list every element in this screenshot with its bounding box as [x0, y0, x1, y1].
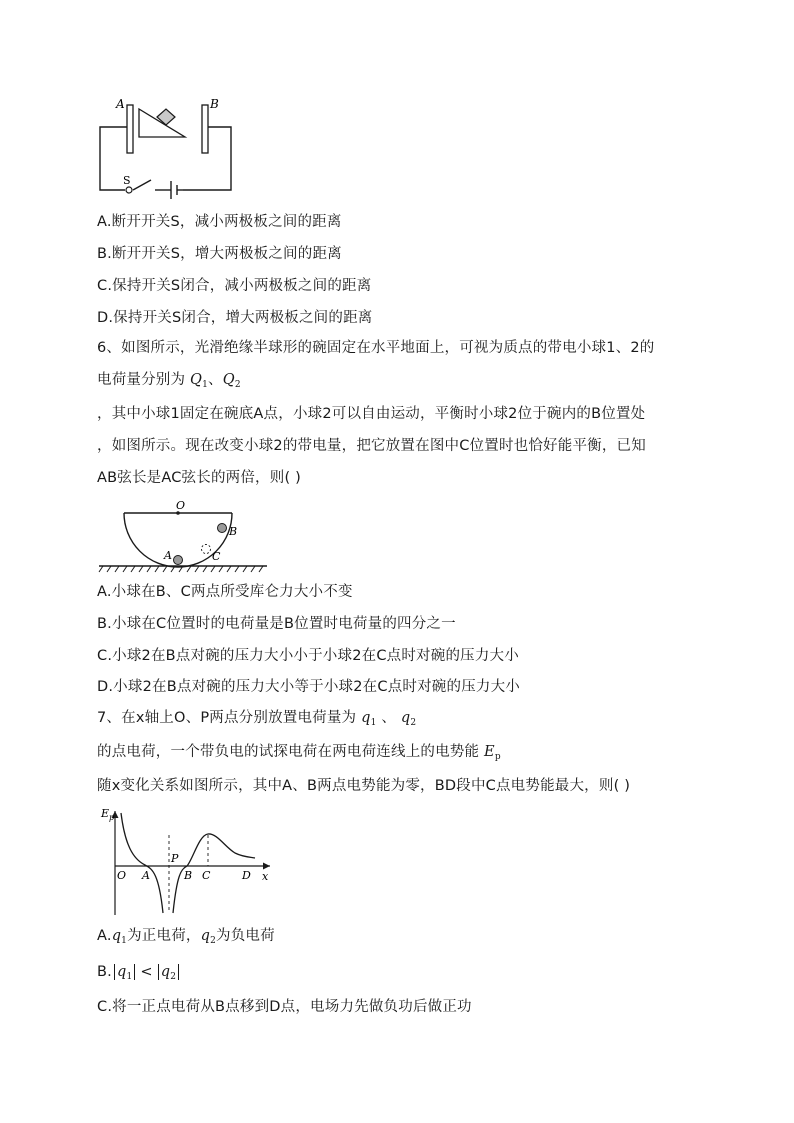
q6-q1-symbol: Q [190, 372, 203, 388]
capacitor-circuit-figure [95, 95, 240, 200]
ball-c-dashed [202, 545, 211, 554]
q6-q1-sub: 1 [202, 380, 209, 390]
y-label-e: E [101, 807, 110, 820]
q7-ep-e: E [484, 744, 495, 760]
q7-option-a-q1 [112, 928, 127, 944]
plate-a [127, 105, 133, 153]
y-axis-label [100, 807, 114, 822]
plate-b [202, 105, 208, 153]
label-a: A [164, 549, 172, 562]
label-o: O [117, 869, 127, 882]
q7-option-a-suffix: 为负电荷 [216, 928, 275, 944]
ball-b [218, 524, 227, 533]
label-c: C [212, 550, 221, 563]
ball-a [174, 556, 183, 565]
q7-option-b-q2-sub: 2 [170, 972, 177, 982]
q6-line-5: AB弦长是AC弦长的两倍，则( ) [97, 470, 301, 486]
q7-line-1 [97, 708, 416, 733]
q6-line-1: 6、如图所示，光滑绝缘半球形的碗固定在水平地面上，可视为质点的带电小球1、2的 [97, 340, 655, 356]
label-o: O [176, 499, 186, 512]
y-label-sub: p [109, 813, 115, 822]
q6-q2-symbol: Q [222, 372, 235, 388]
q7-ep-symbol [484, 744, 501, 760]
q7-separator: 、 [381, 710, 397, 726]
q7-option-a-q1-symbol: q [111, 928, 122, 944]
q7-option-a-q2-symbol: q [200, 928, 211, 944]
bowl-figure [95, 497, 270, 575]
q7-ep-sub: p [494, 752, 501, 762]
q6-charge-q2 [223, 372, 241, 388]
x-axis-label: x [262, 870, 269, 883]
label-b: B [229, 525, 238, 538]
q7-option-b-q2-symbol: q [160, 964, 171, 980]
q7-q1-sub: 1 [370, 718, 377, 728]
q7-line-2 [97, 742, 501, 767]
q7-option-b-relation: < [140, 964, 153, 980]
q7-option-a-q1-sub: 1 [121, 936, 128, 946]
q6-option-b: B.小球在C位置时的电荷量是B位置时电荷量的四分之一 [97, 616, 456, 632]
q7-option-a-letter: A. [97, 928, 112, 944]
label-b: B [210, 97, 219, 111]
q5-option-d: D.保持开关S闭合，增大两极板之间的距离 [97, 310, 373, 326]
q7-option-a-q2-sub: 2 [210, 936, 217, 946]
q7-q2-sub: 2 [410, 718, 417, 728]
q6-charge-q1 [190, 372, 208, 388]
q7-option-b-abs-q2 [158, 964, 179, 980]
label-p: P [171, 852, 179, 865]
q7-option-b [97, 962, 181, 987]
q7-line-1-text: 7、在x轴上O、P两点分别放置电荷量为 [97, 710, 357, 726]
q7-option-b-abs-q1 [114, 964, 135, 980]
q6-line-2-text: 电荷量分别为 [97, 372, 186, 388]
q7-line-2-text: 的点电荷，一个带负电的试探电荷在两电荷连线上的电势能 [97, 744, 480, 760]
q6-option-a: A.小球在B、C两点所受库仑力大小不变 [97, 584, 353, 600]
q6-option-c: C.小球2在B点对碗的压力大小小于小球2在C点时对碗的压力大小 [97, 648, 519, 664]
q6-option-d: D.小球2在B点对碗的压力大小等于小球2在C点时对碗的压力大小 [97, 679, 520, 695]
q6-line-2 [97, 370, 241, 395]
q7-option-b-q1-sub: 1 [126, 972, 133, 982]
q5-option-c: C.保持开关S闭合，减小两极板之间的距离 [97, 278, 372, 294]
label-s: S [123, 174, 131, 187]
q5-option-a: A.断开开关S，减小两极板之间的距离 [97, 214, 342, 230]
q5-option-b: B.断开开关S，增大两极板之间的距离 [97, 246, 342, 262]
q7-line-3: 随x变化关系如图所示，其中A、B两点电势能为零，BD段中C点电势能最大，则( ) [97, 778, 631, 794]
q7-q1-symbol: q [361, 710, 371, 726]
ep-x-graph [95, 805, 280, 920]
q6-q2-sub: 2 [234, 380, 241, 390]
label-d: D [242, 869, 251, 882]
label-a: A [142, 869, 150, 882]
ep-curve-left [121, 813, 163, 913]
q7-option-b-letter: B. [97, 964, 112, 980]
q7-q2-symbol: q [400, 710, 411, 726]
q7-option-a-mid: 为正电荷， [127, 928, 201, 944]
label-a: A [116, 97, 125, 111]
q6-line-3: ，其中小球1固定在碗底A点，小球2可以自由运动，平衡时小球2位于碗内的B位置处 [97, 406, 646, 422]
q6-separator: 、 [208, 372, 223, 388]
q7-option-b-q1-symbol: q [116, 964, 127, 980]
q7-option-c: C.将一正点电荷从B点移到D点，电场力先做负功后做正功 [97, 999, 472, 1015]
q7-charge-q1 [361, 710, 376, 726]
q7-option-a [97, 926, 275, 951]
label-c: C [202, 869, 211, 882]
q7-charge-q2 [401, 710, 416, 726]
label-b: B [184, 869, 193, 882]
q6-line-4: ，如图所示。现在改变小球2的带电量，把它放置在图中C位置时也恰好能平衡，已知 [97, 438, 646, 454]
q7-option-a-q2 [201, 928, 216, 944]
